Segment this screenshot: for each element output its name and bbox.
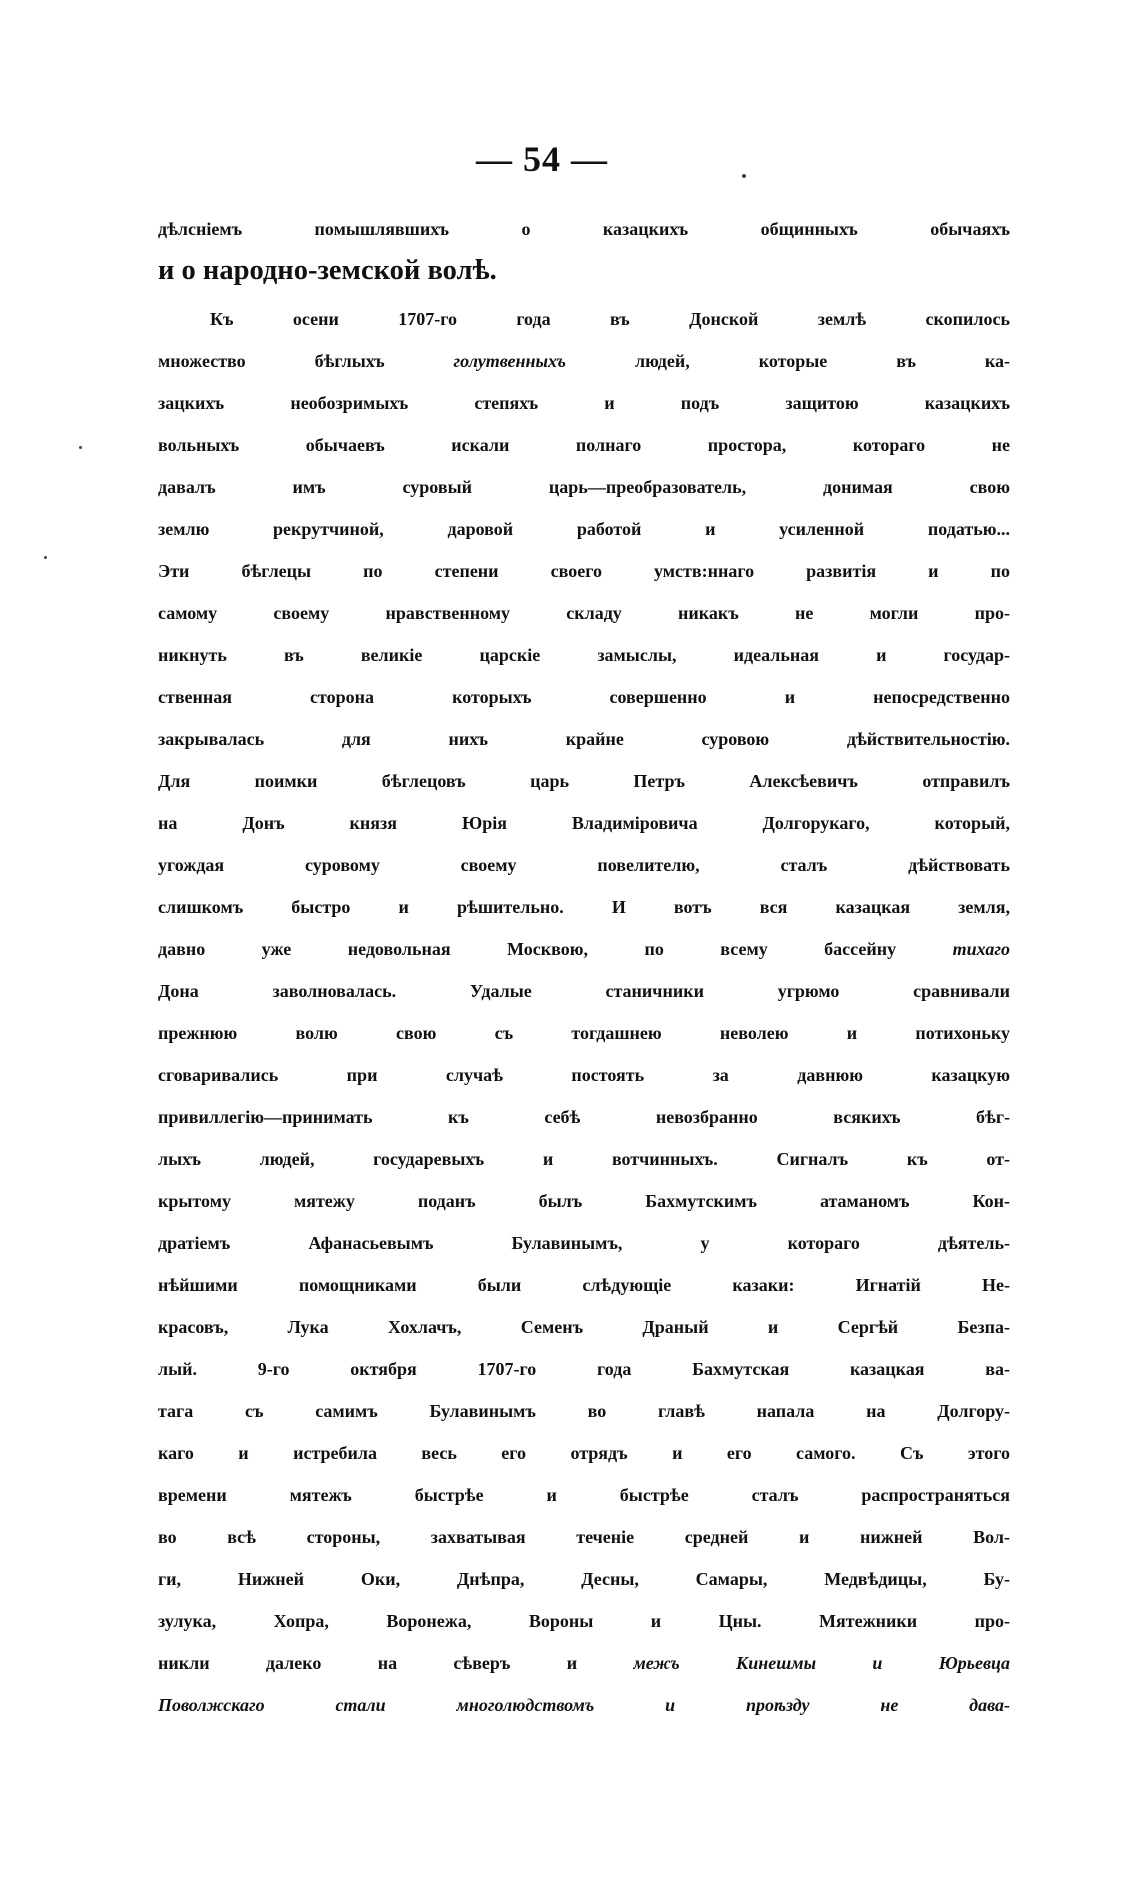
page-number-text: — 54 — [476,139,608,179]
text-line-28: лый. 9-го октября 1707-го года Бахмутская казацкая ва- [158,1359,1010,1379]
text-line-11: никнуть въ великіе царскіе замыслы, идеальная и государ- [158,645,1010,665]
text-line-3: Къ осени 1707-го года въ Донской землѣ скопилось [210,309,1010,329]
text-line-26: нѣйшими помощниками были слѣдующіе казаки: Игнатій Не- [158,1275,1010,1295]
text-line-23: лыхъ людей, государевыхъ и вотчинныхъ. Сигналъ къ от- [158,1149,1010,1169]
text-line-25: дратіемъ Афанасьевымъ Булавинымъ, у котораго дѣятель- [158,1233,1010,1253]
text-line-34: зулука, Хопра, Воронежа, Вороны и Цны. Мятежники про- [158,1611,1010,1631]
scan-speck [742,174,746,178]
text-line-13: закрывалась для нихъ крайне суровою дѣйствительностію. [158,729,1010,749]
text-line-27: красовъ, Лука Хохлачъ, Семенъ Драный и Сергѣй Безпа- [158,1317,1010,1337]
italic-text: Поволжскаго стали многолюдствомъ и проѣзду не дава- [158,1695,1010,1715]
text-line-9: Эти бѣглецы по степени своего умств:ннаго развитія и по [158,561,1010,581]
text-line-8: землю рекрутчиной, даровой работой и усиленной податью... [158,519,1010,539]
text-line-6: вольныхъ обычаевъ искали полнаго простора, котораго не [158,435,1010,455]
scan-speck [44,556,47,559]
text-line-30: каго и истребила весь его отрядъ и его самого. Съ этого [158,1443,1010,1463]
text-line-19: Дона заволновалась. Удалые станичники угрюмо сравнивали [158,981,1010,1001]
body-text [158,208,1010,1726]
text-line-10: самому своему нравственному складу никакъ не могли про- [158,603,1010,623]
italic-text: тихаго [952,939,1010,959]
text-line-24: крытому мятежу поданъ былъ Бахмутскимъ атаманомъ Кон- [158,1191,1010,1211]
text-line-29: тага съ самимъ Булавинымъ во главѣ напала на Долгору- [158,1401,1010,1421]
text-line-15: на Донъ князя Юрія Владиміровича Долгорукаго, который, [158,813,1010,833]
text-line-21: сговаривались при случаѣ постоять за давнюю казацкую [158,1065,1010,1085]
text-line-12: ственная сторона которыхъ совершенно и непосредственно [158,687,1010,707]
scan-speck [79,446,82,449]
text-line-32: во всѣ стороны, захватывая теченіе средней и нижней Вол- [158,1527,1010,1547]
italic-text: межъ Кинешмы и Юрьевца [633,1653,1010,1673]
text-line-14: Для поимки бѣглецовъ царь Петръ Алексѣевичъ отправилъ [158,771,1010,791]
text-line-4: множество бѣглыхъ голутвенныхъ людей, которые въ ка- [158,351,1010,371]
text-line-35: никли далеко на сѣверъ и межъ Кинешмы и Юрьевца [158,1653,1010,1673]
text-line-16: угождая суровому своему повелителю, сталъ дѣйствовать [158,855,1010,875]
page-number [0,138,1140,180]
text-line-36 [158,1684,1010,1726]
text-line-7: давалъ имъ суровый царь—преобразователь, донимая свою [158,477,1010,497]
text-line-2: и о народно-земской волѣ. [158,255,497,286]
text-line-31: времени мятежъ быстрѣе и быстрѣе сталъ распространяться [158,1485,1010,1505]
text-line-18: давно уже недовольная Москвою, по всему бассейну тихаго [158,939,1010,959]
italic-text: голутвенныхъ [453,351,567,371]
text-line-1: дѣлсніемъ помышлявшихъ о казацкихъ общинныхъ обычаяхъ [158,219,1010,239]
text-line-22: привиллегію—принимать къ себѣ невозбранно всякихъ бѣг- [158,1107,1010,1127]
text-line-33: ги, Нижней Оки, Днѣпра, Десны, Самары, Медвѣдицы, Бу- [158,1569,1010,1589]
text-line-5: зацкихъ необозримыхъ степяхъ и подъ защитою казацкихъ [158,393,1010,413]
text-line-17: слишкомъ быстро и рѣшительно. И вотъ вся казацкая земля, [158,897,1010,917]
text-line-20: прежнюю волю свою съ тогдашнею неволею и потихоньку [158,1023,1010,1043]
